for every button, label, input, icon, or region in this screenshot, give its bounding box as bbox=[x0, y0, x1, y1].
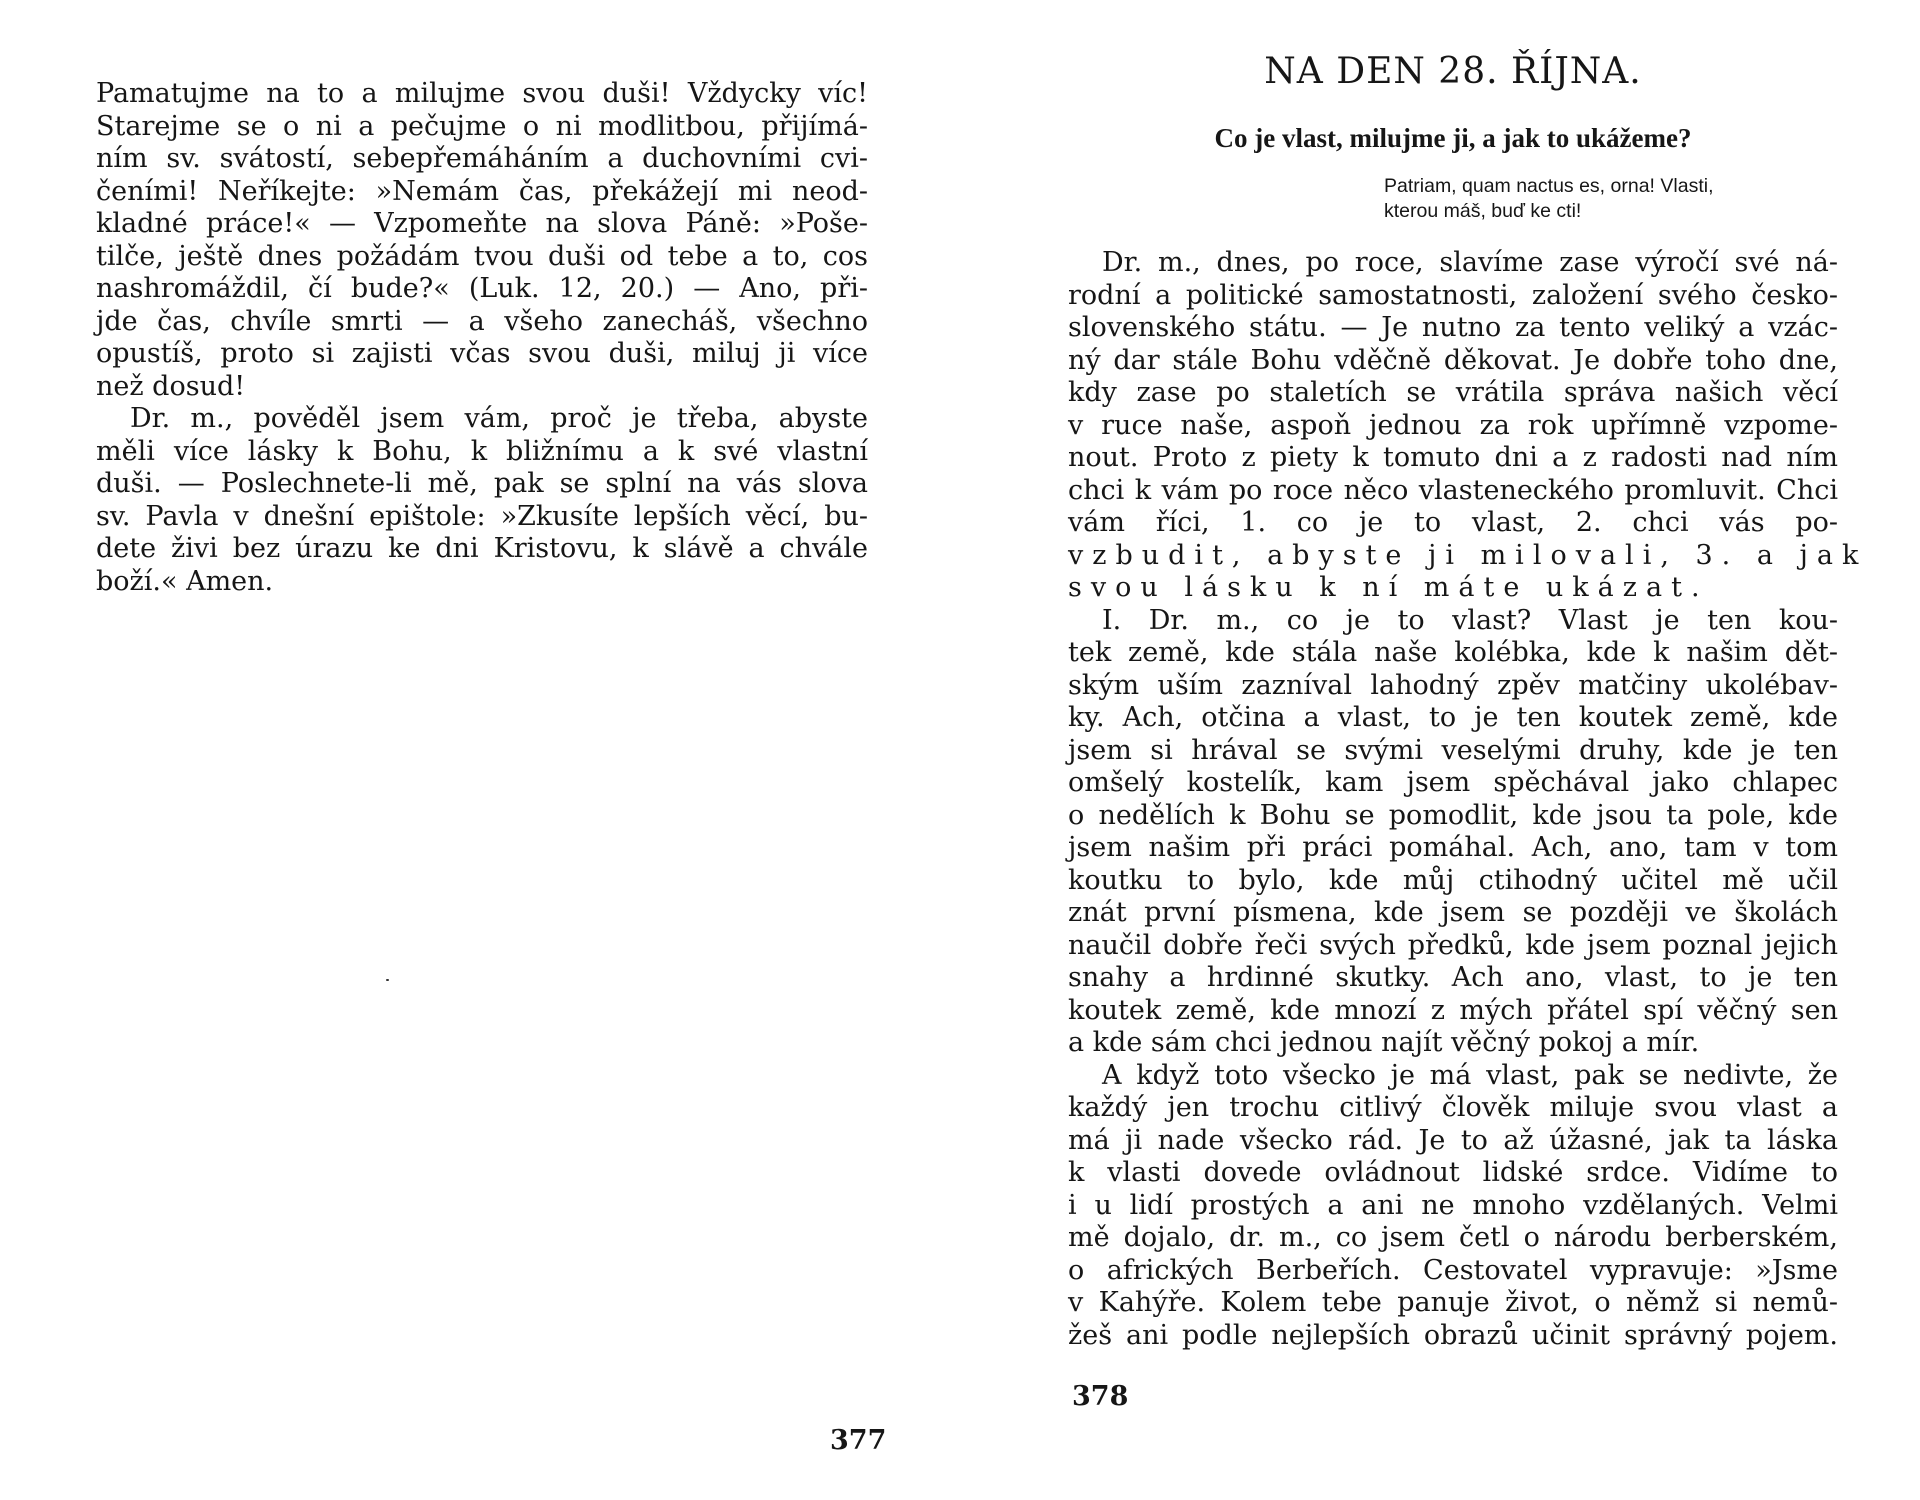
text-line: a kde sám chci jednou najít věčný pokoj a mír. bbox=[1068, 1027, 1700, 1058]
text-line: chci k vám po roce něco vlasteneckého promluvit. Chci bbox=[1068, 474, 1838, 506]
text-line: rodní a politické samostatnosti, založení svého česko- bbox=[1068, 279, 1838, 311]
text-line: ný dar stále Bohu vděčně děkovat. Je dobře toho dne, bbox=[1068, 344, 1838, 376]
text-line: o afrických Berbeřích. Cestovatel vypravuje: »Jsme bbox=[1068, 1254, 1838, 1286]
text-line: kladné práce!« — Vzpomeňte na slova Páně: »Poše- bbox=[96, 208, 868, 239]
page-number-right: 378 bbox=[1072, 1381, 1129, 1412]
page-number-left: 377 bbox=[830, 1425, 887, 1456]
text-line: tek země, kde stála naše kolébka, kde k našim dět- bbox=[1068, 637, 1838, 668]
text-line: sv. Pavla v dnešní epištole: »Zkusíte lepších věcí, bu- bbox=[96, 500, 868, 532]
text-line: jde čas, chvíle smrti — a všeho zanecháš, všechno bbox=[96, 305, 868, 337]
text-line: má ji nade všecko rád. Je to až úžasné, jak ta láska bbox=[1068, 1124, 1838, 1156]
text-line: k vlasti dovede ovládnout lidské srdce. Vidíme to bbox=[1068, 1157, 1838, 1188]
left-page-text bbox=[96, 78, 868, 598]
right-page bbox=[960, 0, 1920, 1500]
text-line: vám říci, 1. co je to vlast, 2. chci vás po- bbox=[1068, 507, 1838, 538]
text-line: o nedělích k Bohu se pomodlit, kde jsou ta pole, kde bbox=[1068, 799, 1838, 831]
text-line: koutek země, kde mnozí z mých přátel spí věčný sen bbox=[1068, 994, 1838, 1026]
text-line: Starejme se o ni a pečujme o ni modlitbou, přijímá- bbox=[96, 110, 868, 142]
text-line: než dosud! bbox=[96, 370, 246, 402]
text-line: v Kahýře. Kolem tebe panuje život, o němž si nemů- bbox=[1068, 1287, 1838, 1318]
text-line: nout. Proto z piety k tomuto dni a z radosti nad ním bbox=[1068, 442, 1838, 473]
text-line: I. Dr. m., co je to vlast? Vlast je ten kou- bbox=[1102, 604, 1838, 636]
text-line: každý jen trochu citlivý člověk miluje svou vlast a bbox=[1068, 1092, 1838, 1123]
text-line: mě dojalo, dr. m., co jsem četl o národu berberském, bbox=[1068, 1222, 1838, 1253]
text-line: A když toto všecko je má vlast, pak se nedivte, že bbox=[1102, 1059, 1838, 1091]
text-line: Pamatujme na to a milujme svou duši! Vždycky víc! bbox=[96, 78, 868, 109]
text-line: dete živi bez úrazu ke dni Kristovu, k slávě a chvále bbox=[96, 533, 868, 564]
print-speck bbox=[386, 979, 389, 981]
text-line: znát první písmena, kde jsem se později ve školách bbox=[1068, 897, 1838, 928]
text-line: v ruce naše, aspoň jednou za rok upřímně vzpome- bbox=[1068, 409, 1838, 441]
text-line: tilče, ještě dnes požádám tvou duši od tebe a to, cos bbox=[96, 240, 868, 272]
text-line: vzbudit, abyste ji milovali, 3. a jak bbox=[1068, 539, 1868, 571]
text-line: žeš ani podle nejlepších obrazů učinit správný pojem. bbox=[1068, 1319, 1838, 1351]
text-line: nashromáždil, čí bude?« (Luk. 12, 20.) — Ano, při- bbox=[96, 273, 868, 304]
text-line: jsem si hrával se svými veselými druhy, kde je ten bbox=[1068, 734, 1838, 766]
text-line: Dr. m., dnes, po roce, slavíme zase výročí své ná- bbox=[1102, 247, 1838, 278]
text-line: boží.« Amen. bbox=[96, 565, 274, 597]
motto-line: kterou máš, buď ke cti! bbox=[1384, 200, 1582, 222]
sermon-title: Co je vlast, milujme ji, a jak to ukážeme? bbox=[1214, 123, 1692, 153]
page-heading: NA DEN 28. ŘÍJNA. bbox=[1264, 51, 1642, 92]
text-line: Dr. m., pověděl jsem vám, proč je třeba, abyste bbox=[130, 403, 868, 434]
text-line: opustíš, proto si zajisti včas svou duši, miluj ji více bbox=[96, 338, 868, 369]
text-line: duši. — Poslechnete-li mě, pak se splní na vás slova bbox=[96, 468, 868, 499]
text-line: čeními! Neříkejte: »Nemám čas, překážejí mi neod- bbox=[96, 175, 868, 207]
text-line: koutku to bylo, kde můj ctihodný učitel mě učil bbox=[1068, 864, 1838, 896]
motto bbox=[1384, 174, 1810, 224]
text-line: ky. Ach, otčina a vlast, to je ten koutek země, kde bbox=[1068, 702, 1838, 733]
text-line: ským uším zazníval lahodný zpěv matčiny ukolébav- bbox=[1068, 669, 1838, 701]
text-line: omšelý kostelík, kam jsem spěchával jako chlapec bbox=[1068, 767, 1838, 798]
text-line: kdy zase po staletích se vrátila správa našich věcí bbox=[1068, 377, 1838, 408]
text-line: i u lidí prostých a ani ne mnoho vzdělaných. Velmi bbox=[1068, 1189, 1838, 1221]
right-page-text bbox=[1068, 247, 1868, 1352]
text-line: svou lásku k ní máte ukázat. bbox=[1068, 572, 1709, 603]
motto-line: Patriam, quam nactus es, orna! Vlasti, bbox=[1384, 175, 1714, 197]
text-line: měli více lásky k Bohu, k bližnímu a k své vlastní bbox=[96, 435, 868, 467]
text-line: jsem našim při práci pomáhal. Ach, ano, tam v tom bbox=[1068, 832, 1838, 863]
text-line: ním sv. svátostí, sebepřemáháním a duchovními cvi- bbox=[96, 143, 868, 174]
text-line: slovenského státu. — Je nutno za tento veliký a vzác- bbox=[1068, 312, 1838, 343]
text-line: naučil dobře řeči svých předků, kde jsem poznal jejich bbox=[1068, 929, 1838, 961]
text-line: snahy a hrdinné skutky. Ach ano, vlast, to je ten bbox=[1068, 962, 1838, 993]
